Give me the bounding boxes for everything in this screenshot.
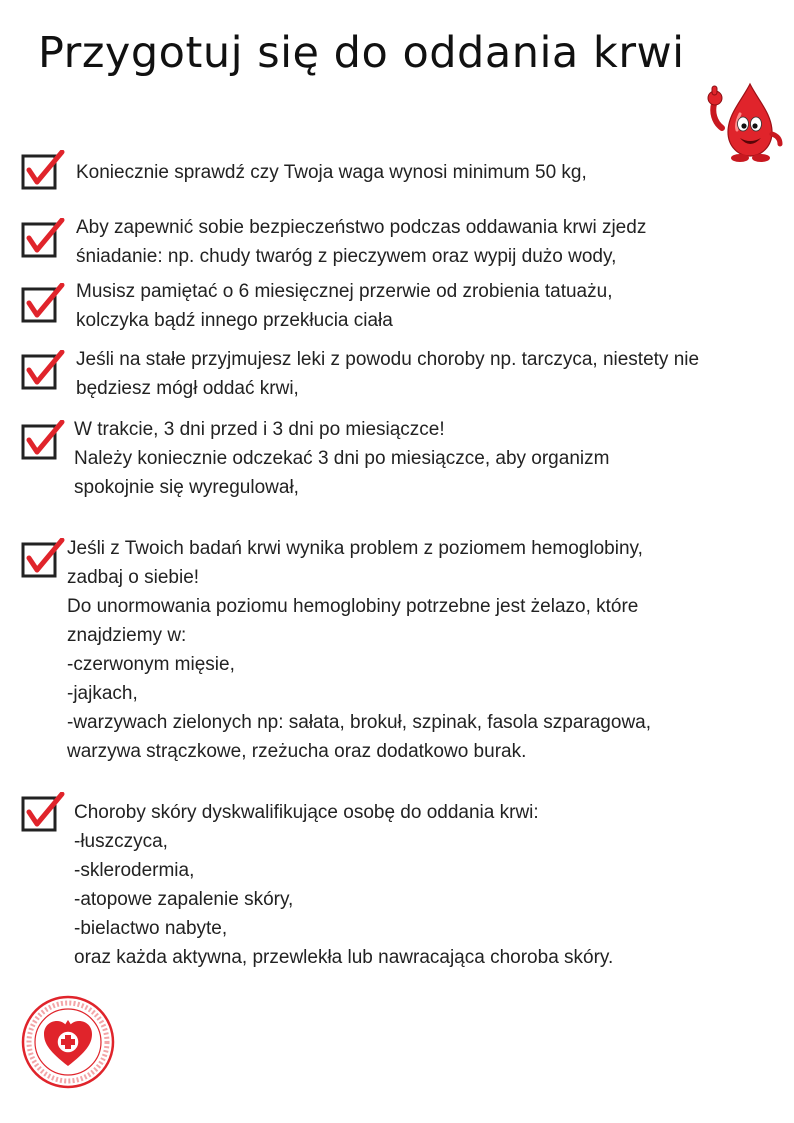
checkbox-checked-icon bbox=[20, 538, 66, 580]
checkbox-checked-icon bbox=[20, 150, 66, 192]
checkbox-checked-icon bbox=[20, 218, 66, 260]
checklist-text-hemoglobin: Jeśli z Twoich badań krwi wynika problem z poziomem hemoglobiny, zadbaj o siebie! Do unormowania poziomu hemoglobiny potrzebne jest żelazo, które znajdziemy w: -czerwonym mięsie, -jajkach, -warzywach zielonych np: sałata, brokuł, szpinak, fasola szparagowa, warzywa strączkowe, rzeżucha oraz dodatkowo burak. bbox=[67, 538, 652, 762]
checkbox-checked-icon bbox=[20, 283, 66, 325]
checkbox-checked-icon bbox=[20, 792, 66, 834]
checklist-text-tattoo: Musisz pamiętać o 6 miesięcznej przerwie od zrobienia tatuażu, kolczyka bądź innego przekłucia ciała bbox=[76, 281, 613, 331]
blood-center-logo-icon bbox=[20, 994, 116, 1090]
checkbox-checked-icon bbox=[20, 350, 66, 392]
checklist-text-breakfast: Aby zapewnić sobie bezpieczeństwo podczas oddawania krwi zjedz śniadanie: np. chudy twaróg z pieczywem oraz wypij dużo wody, bbox=[76, 217, 647, 267]
checklist-text-medication: Jeśli na stałe przyjmujesz leki z powodu choroby np. tarczyca, niestety nie będziesz mógł oddać krwi, bbox=[76, 349, 700, 399]
blood-drop-mascot-icon bbox=[700, 78, 786, 164]
page-title: Przygotuj się do oddania krwi bbox=[38, 28, 685, 78]
checklist-text-skin-diseases: Choroby skóry dyskwalifikujące osobę do oddania krwi: -łuszczyca, -sklerodermia, -atopowe zapalenie skóry, -bielactwo nabyte, oraz każda aktywna, przewlekła lub nawracająca choroba skóry. bbox=[74, 802, 614, 968]
checkbox-checked-icon bbox=[20, 420, 66, 462]
checklist-text-weight: Koniecznie sprawdź czy Twoja waga wynosi minimum 50 kg, bbox=[76, 162, 587, 183]
checklist-text-menstruation: W trakcie, 3 dni przed i 3 dni po miesiączce! Należy koniecznie odczekać 3 dni po miesiączce, aby organizm spokojnie się wyregulował, bbox=[74, 419, 610, 498]
